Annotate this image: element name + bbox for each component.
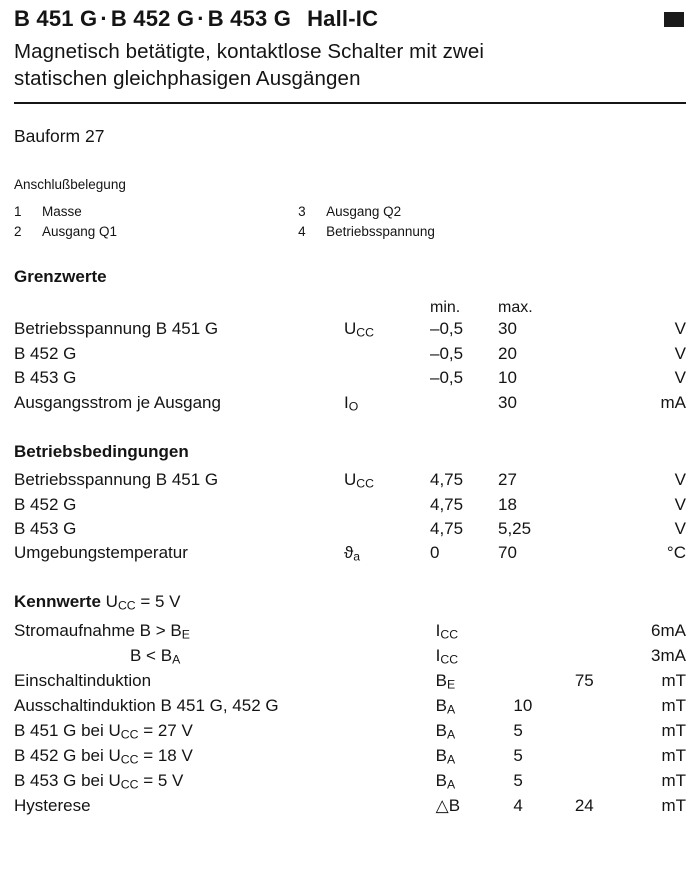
section-heading-operating: Betriebsbedingungen	[14, 441, 189, 461]
header-row	[0, 0, 700, 32]
unit: mA	[660, 645, 686, 665]
value-max	[575, 694, 661, 719]
parameter-name: B 453 G	[14, 518, 77, 538]
parameter-name: B 451 G bei $U_{CC} = 27$ V	[14, 720, 193, 742]
value-min: –0,5	[430, 368, 464, 388]
pin-number: 4	[298, 223, 306, 239]
pinout-table	[14, 202, 494, 241]
value-min: 10	[513, 695, 533, 715]
parameter-symbol: $B_A$	[435, 745, 456, 767]
pin-entry	[14, 222, 298, 242]
unit: V	[674, 494, 686, 514]
parameter-symbol	[344, 493, 430, 517]
limits-table	[14, 317, 686, 415]
title-separator-2: ·	[197, 6, 205, 31]
value-max: 30	[498, 392, 517, 412]
parameter-name: Ausgangsstrom je Ausgang	[14, 392, 221, 412]
section-heading-limits: Grenzwerte	[14, 267, 107, 287]
parameter-name: B 452 G	[14, 494, 77, 514]
unit: V	[674, 469, 686, 489]
unit: mT	[661, 670, 686, 690]
subtitle-line-2: statischen gleichphasigen Ausgängen	[14, 67, 361, 91]
parameter-symbol: $B_E$	[435, 670, 456, 692]
header-divider	[14, 102, 686, 104]
parameter-name: Ausschaltinduktion B 451 G, 452 G	[14, 695, 279, 715]
unit: mT	[661, 795, 686, 815]
table-row	[14, 794, 686, 818]
pin-number: 2	[14, 223, 22, 239]
value-min: 5	[513, 720, 523, 740]
value-min	[430, 391, 498, 416]
title-separator-1: ·	[100, 6, 108, 31]
package-label: Bauform 27	[14, 126, 105, 147]
unit: mT	[661, 770, 686, 790]
parameter-name: $B < B_A$	[130, 645, 181, 667]
parameter-name: Betriebsspannung B 451 G	[14, 319, 219, 339]
table-row	[14, 719, 686, 744]
operating-table	[14, 468, 686, 566]
parameter-symbol: $B_A$	[435, 770, 456, 792]
parameter-name: B 452 G bei $U_{CC} = 18$ V	[14, 745, 193, 767]
table-row	[14, 694, 686, 719]
value-min: 4,75	[430, 518, 464, 538]
pin-label: Masse	[42, 204, 82, 220]
unit: V	[674, 368, 686, 388]
value-min	[513, 619, 574, 644]
pin-number: 1	[14, 204, 22, 220]
parameter-name: Umgebungstemperatur	[14, 542, 188, 562]
value-min	[513, 644, 574, 669]
table-row	[14, 468, 686, 493]
parameter-symbol: $I_{CC}$	[435, 620, 459, 642]
table-row	[14, 517, 686, 541]
value-min: 5	[513, 745, 523, 765]
type-2: B 452 G	[110, 6, 195, 31]
parameter-symbol: $B_A$	[435, 695, 456, 717]
black-square-marker-icon	[664, 12, 684, 27]
value-min	[513, 669, 574, 694]
table-row	[14, 619, 686, 644]
value-max: 27	[498, 469, 517, 489]
value-min: 4	[513, 795, 523, 815]
parameter-symbol	[344, 366, 430, 390]
characteristics-label: Kennwerte	[14, 591, 101, 611]
pinout-heading: Anschlußbelegung	[14, 177, 126, 193]
value-max: 18	[498, 494, 517, 514]
table-row	[14, 366, 686, 390]
value-max: 6	[651, 620, 661, 640]
parameter-symbol: $ϑ_a$	[344, 542, 361, 564]
pin-number: 3	[298, 204, 306, 220]
parameter-symbol	[344, 517, 430, 541]
parameter-symbol	[344, 342, 430, 366]
parameter-name: Stromaufnahme $B > B_E$	[14, 620, 190, 642]
value-max: 3	[651, 645, 661, 665]
section-heading-characteristics	[14, 592, 686, 613]
parameter-symbol: $I_O$	[344, 392, 359, 414]
pin-label: Ausgang Q2	[326, 204, 402, 220]
subtitle-line-1: Magnetisch betätigte, kontaktlose Schalter mit zwei	[14, 40, 484, 63]
value-max: 75	[574, 670, 594, 690]
parameter-symbol: $B_A$	[435, 720, 456, 742]
unit: V	[674, 518, 686, 538]
parameter-symbol: $I_{CC}$	[435, 645, 459, 667]
type-1: B 451 G	[14, 6, 98, 31]
value-min: 4,75	[430, 469, 464, 489]
parameter-name: B 453 G bei $U_{CC} = 5$ V	[14, 770, 184, 792]
table-row	[14, 391, 686, 416]
value-max: 5,25	[498, 518, 532, 538]
table-row	[14, 541, 686, 566]
unit: mA	[660, 620, 686, 640]
value-max	[575, 769, 661, 794]
value-max	[575, 744, 661, 769]
column-header-min: min.	[430, 299, 461, 317]
table-row	[14, 493, 686, 517]
parameter-name: Einschaltinduktion	[14, 670, 152, 690]
table-row	[14, 644, 686, 669]
value-min: –0,5	[430, 344, 464, 364]
unit: mT	[661, 745, 686, 765]
parameter-name: B 453 G	[14, 368, 77, 388]
table-row	[14, 317, 686, 342]
pin-entry	[298, 202, 494, 222]
subtitle	[0, 32, 700, 92]
value-max: 20	[498, 344, 517, 364]
parameter-name: Betriebsspannung B 451 G	[14, 469, 219, 489]
characteristics-condition: $U_{CC} = 5$ V	[105, 591, 181, 613]
pin-entry	[298, 222, 494, 242]
unit: mT	[661, 720, 686, 740]
parameter-name: Hysterese	[14, 795, 91, 815]
parameter-name: B 452 G	[14, 344, 77, 364]
value-min: 5	[513, 770, 523, 790]
unit: °C	[666, 542, 686, 562]
page-title	[14, 6, 378, 32]
column-header-max: max.	[498, 299, 533, 317]
value-min: 0	[430, 542, 440, 562]
table-row	[14, 769, 686, 794]
unit: mA	[660, 392, 686, 412]
characteristics-table	[14, 619, 686, 818]
pin-label: Betriebsspannung	[326, 223, 435, 239]
value-max: 30	[498, 319, 517, 339]
value-max	[575, 719, 661, 744]
value-max: 70	[498, 542, 517, 562]
value-min: 4,75	[430, 494, 464, 514]
unit: mT	[661, 695, 686, 715]
value-max: 24	[574, 795, 594, 815]
parameter-symbol: $U_{CC}$	[344, 319, 374, 340]
table-row	[14, 669, 686, 694]
parameter-symbol: △B	[435, 795, 461, 815]
content	[0, 126, 700, 818]
table-row	[14, 744, 686, 769]
pin-entry	[14, 202, 298, 222]
pinout-row	[14, 222, 494, 242]
column-headers	[14, 299, 686, 317]
type-3: B 453 G	[207, 6, 292, 31]
product-family: Hall-IC	[307, 6, 379, 31]
pin-label: Ausgang Q1	[42, 223, 118, 239]
value-min: –0,5	[430, 319, 464, 339]
table-row	[14, 342, 686, 366]
unit: V	[674, 319, 686, 339]
unit: V	[674, 344, 686, 364]
pinout-row	[14, 202, 494, 222]
parameter-symbol: $U_{CC}$	[344, 469, 374, 491]
value-max: 10	[498, 368, 517, 388]
